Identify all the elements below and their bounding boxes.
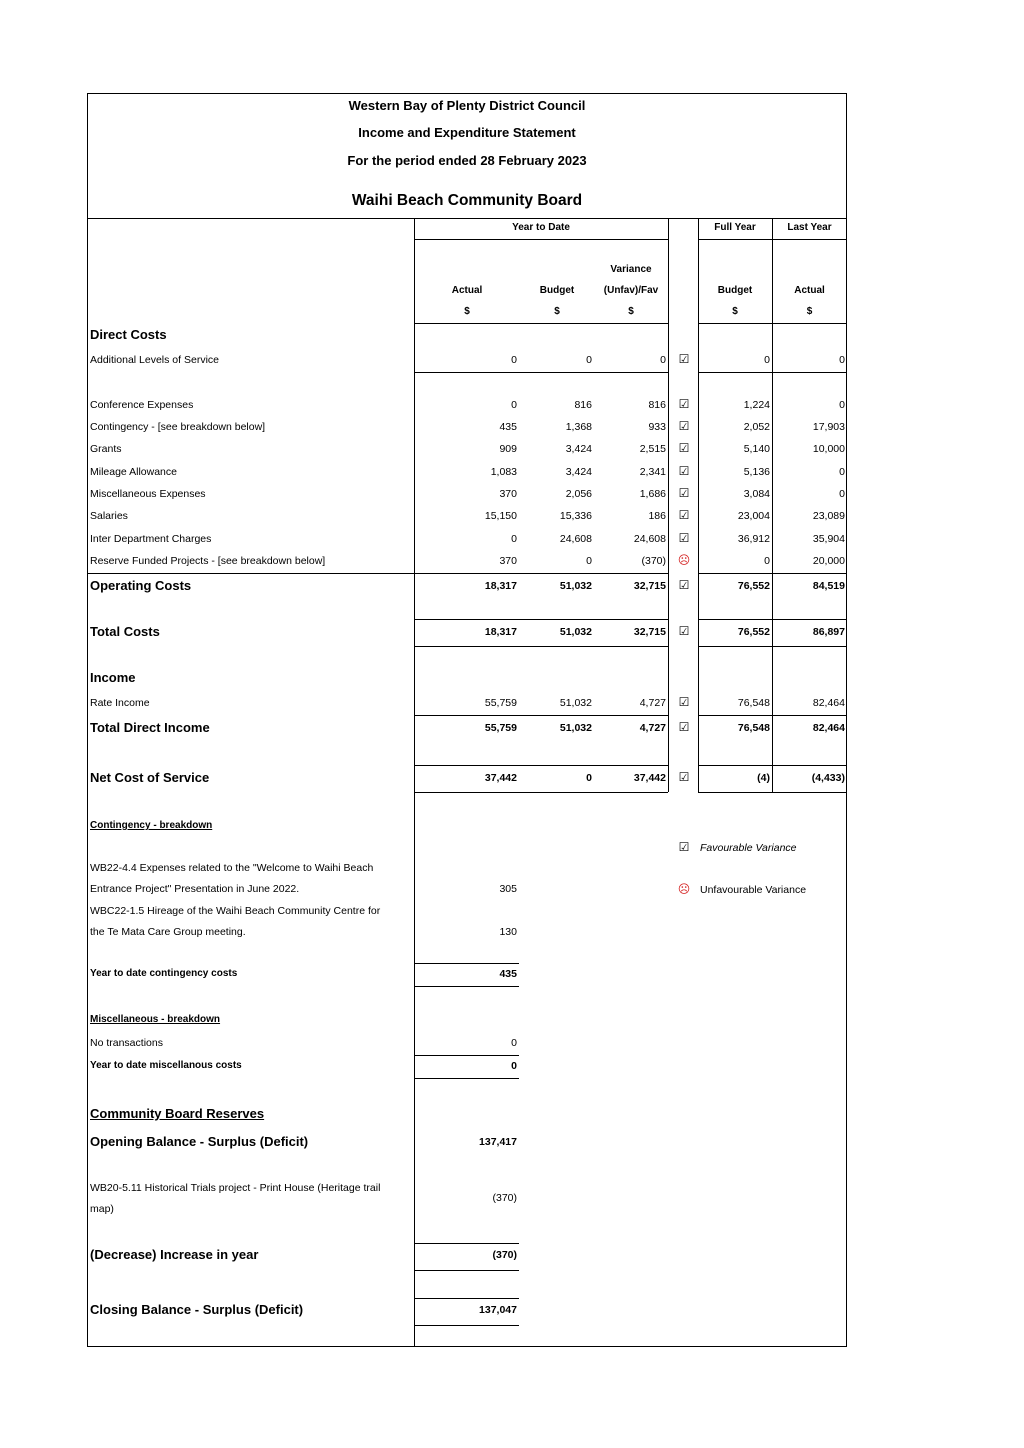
misc-item-label: No transactions bbox=[90, 1037, 163, 1049]
org-title: Western Bay of Plenty District Council bbox=[348, 98, 586, 113]
cell-ly-actual: 35,904 bbox=[812, 533, 845, 545]
col-variance-top: Variance bbox=[610, 264, 652, 275]
fy-line-als bbox=[698, 372, 847, 373]
row-label: Additional Levels of Service bbox=[90, 354, 219, 366]
favourable-variance-icon: ☑ bbox=[678, 486, 690, 500]
col-fy-budget: Budget bbox=[717, 285, 753, 296]
cell-variance: 933 bbox=[648, 421, 666, 433]
cell-ly-actual: 10,000 bbox=[812, 443, 845, 455]
favourable-variance-icon: ☑ bbox=[678, 531, 690, 545]
cell-actual: 55,759 bbox=[484, 697, 517, 709]
cell-actual: 15,150 bbox=[484, 510, 517, 522]
col-budget: Budget bbox=[539, 285, 575, 296]
total-costs-top-line bbox=[414, 619, 668, 620]
cell-fy-budget: 1,224 bbox=[743, 399, 770, 411]
contingency-total-label: Year to date contingency costs bbox=[90, 968, 238, 979]
row-label: Contingency - [see breakdown below] bbox=[90, 421, 266, 433]
reserves-change-top-line bbox=[414, 1243, 519, 1244]
contingency-total-bottom-line bbox=[414, 986, 519, 987]
cell-fy-budget: 36,912 bbox=[737, 533, 770, 545]
cell-ly-actual: 82,464 bbox=[812, 722, 845, 734]
reserves-closing-value: 137,047 bbox=[479, 1304, 517, 1316]
cell-budget: 51,032 bbox=[559, 697, 592, 709]
cell-actual: 18,317 bbox=[484, 626, 517, 638]
favourable-variance-icon: ☑ bbox=[678, 720, 690, 734]
cell-actual: 370 bbox=[499, 555, 517, 567]
row-label: Operating Costs bbox=[90, 578, 192, 593]
misc-total-bottom-line bbox=[414, 1078, 519, 1079]
cell-variance: 24,608 bbox=[633, 533, 666, 545]
cell-fy-budget: 5,140 bbox=[743, 443, 770, 455]
total-costs-bottom-line bbox=[414, 646, 668, 647]
currency-ly-actual: $ bbox=[806, 306, 813, 317]
cell-variance: (370) bbox=[641, 555, 666, 567]
cell-actual: 370 bbox=[499, 488, 517, 500]
cell-ly-actual: 0 bbox=[839, 466, 845, 478]
row-label: Mileage Allowance bbox=[90, 466, 177, 478]
cell-actual: 37,442 bbox=[484, 772, 517, 784]
period-title: For the period ended 28 February 2023 bbox=[347, 153, 587, 168]
row-label: Total Direct Income bbox=[90, 720, 210, 735]
board-title: Waihi Beach Community Board bbox=[351, 192, 583, 209]
favourable-variance-icon: ☑ bbox=[678, 352, 690, 366]
cell-actual: 435 bbox=[499, 421, 517, 433]
favourable-variance-icon: ☑ bbox=[678, 578, 690, 592]
statement-title: Income and Expenditure Statement bbox=[358, 125, 576, 140]
reserves-opening-label: Opening Balance - Surplus (Deficit) bbox=[90, 1134, 309, 1149]
cell-budget: 3,424 bbox=[565, 443, 592, 455]
cell-fy-budget: 76,548 bbox=[737, 697, 770, 709]
contingency-item1-line2: Entrance Project" Presentation in June 2022. bbox=[90, 883, 300, 895]
row-label: Inter Department Charges bbox=[90, 533, 212, 545]
cell-actual: 55,759 bbox=[484, 722, 517, 734]
total-costs-bottom-line-fy bbox=[698, 646, 847, 647]
favourable-variance-icon: ☑ bbox=[678, 695, 690, 709]
favourable-legend-label: Favourable Variance bbox=[700, 842, 797, 854]
cell-budget: 0 bbox=[586, 772, 592, 784]
misc-total-value: 0 bbox=[511, 1060, 517, 1072]
row-label: Conference Expenses bbox=[90, 399, 194, 411]
cell-actual: 18,317 bbox=[484, 580, 517, 592]
favourable-variance-icon: ☑ bbox=[678, 624, 690, 638]
col-full-year: Full Year bbox=[714, 222, 756, 233]
cell-fy-budget: 0 bbox=[764, 354, 770, 366]
cell-budget: 2,056 bbox=[565, 488, 592, 500]
row-label: Reserve Funded Projects - [see breakdown below] bbox=[90, 555, 326, 567]
cell-variance: 37,442 bbox=[633, 772, 666, 784]
cell-ly-actual: 0 bbox=[839, 488, 845, 500]
currency-fy-budget: $ bbox=[732, 306, 738, 317]
cell-ly-actual: 84,519 bbox=[812, 580, 845, 592]
reserves-title: Community Board Reserves bbox=[90, 1106, 265, 1121]
favourable-variance-icon: ☑ bbox=[678, 508, 690, 522]
col-last-year: Last Year bbox=[787, 222, 832, 233]
contingency-total-top-line bbox=[414, 963, 519, 964]
reserves-item-value: (370) bbox=[492, 1192, 517, 1204]
reserves-opening-value: 137,417 bbox=[479, 1136, 517, 1148]
contingency-item2-value: 130 bbox=[499, 926, 517, 938]
contingency-breakdown-title: Contingency - breakdown bbox=[90, 820, 213, 831]
currency-variance: $ bbox=[628, 306, 634, 317]
contingency-total-value: 435 bbox=[499, 968, 517, 980]
row-label: Miscellaneous Expenses bbox=[90, 488, 206, 500]
unfavourable-legend-icon: ☹ bbox=[677, 882, 691, 896]
total-costs-top-line-fy bbox=[698, 619, 847, 620]
cell-ly-actual: 17,903 bbox=[812, 421, 845, 433]
cell-fy-budget: 76,552 bbox=[737, 626, 770, 638]
contingency-item2-line1: WBC22-1.5 Hireage of the Waihi Beach Community Centre for bbox=[90, 905, 381, 917]
row-label: Rate Income bbox=[90, 697, 150, 709]
cell-budget: 0 bbox=[586, 555, 592, 567]
favourable-variance-icon: ☑ bbox=[678, 397, 690, 411]
cell-variance: 1,686 bbox=[639, 488, 666, 500]
reserves-item-line1: WB20-5.11 Historical Trials project - Print House (Heritage trail bbox=[90, 1182, 381, 1194]
ytd-line-als bbox=[414, 372, 668, 373]
section-income: Income bbox=[90, 670, 136, 685]
cell-actual: 0 bbox=[511, 354, 517, 366]
cell-fy-budget: 3,084 bbox=[743, 488, 770, 500]
currency-budget: $ bbox=[554, 306, 560, 317]
operating-top-line-fy bbox=[698, 573, 847, 574]
cell-variance: 2,341 bbox=[639, 466, 666, 478]
favourable-legend-icon: ☑ bbox=[678, 840, 690, 854]
reserves-item-line2: map) bbox=[90, 1203, 114, 1215]
ytd-column-header-bottom bbox=[414, 323, 668, 324]
favourable-variance-icon: ☑ bbox=[678, 419, 690, 433]
row-label: Grants bbox=[90, 443, 122, 455]
cell-variance: 32,715 bbox=[633, 626, 666, 638]
cell-fy-budget: 0 bbox=[764, 555, 770, 567]
cell-budget: 51,032 bbox=[559, 626, 592, 638]
row-label: Salaries bbox=[90, 510, 128, 522]
cell-fy-budget: 23,004 bbox=[737, 510, 770, 522]
cell-actual: 909 bbox=[499, 443, 517, 455]
reserves-closing-top-line bbox=[414, 1298, 519, 1299]
cell-ly-actual: 0 bbox=[839, 354, 845, 366]
cell-budget: 51,032 bbox=[559, 722, 592, 734]
cell-ly-actual: 23,089 bbox=[812, 510, 845, 522]
fy-subheader-line bbox=[698, 239, 847, 240]
ytd-right-divider bbox=[668, 218, 669, 792]
favourable-variance-icon: ☑ bbox=[678, 464, 690, 478]
section-direct-costs: Direct Costs bbox=[90, 327, 167, 342]
favourable-variance-icon: ☑ bbox=[678, 441, 690, 455]
net-cost-top-line bbox=[414, 765, 668, 766]
cell-variance: 4,727 bbox=[639, 697, 666, 709]
col-actual: Actual bbox=[451, 285, 483, 296]
cell-budget: 24,608 bbox=[559, 533, 592, 545]
cell-ly-actual: 82,464 bbox=[812, 697, 845, 709]
col-ly-actual: Actual bbox=[794, 285, 825, 296]
net-cost-top-line-fy bbox=[698, 765, 847, 766]
cell-budget: 816 bbox=[574, 399, 592, 411]
cell-fy-budget: 2,052 bbox=[743, 421, 770, 433]
cell-ly-actual: 20,000 bbox=[812, 555, 845, 567]
currency-actual: $ bbox=[464, 306, 470, 317]
cell-variance: 816 bbox=[648, 399, 666, 411]
fy-column-header-bottom bbox=[698, 323, 847, 324]
row-label: Total Costs bbox=[90, 624, 160, 639]
cell-ly-actual: (4,433) bbox=[811, 772, 845, 784]
reserves-change-label: (Decrease) Increase in year bbox=[90, 1247, 259, 1262]
col-year-to-date: Year to Date bbox=[512, 222, 570, 233]
net-cost-bottom-line bbox=[414, 792, 668, 793]
reserves-closing-label: Closing Balance - Surplus (Deficit) bbox=[90, 1302, 304, 1317]
cell-ly-actual: 0 bbox=[839, 399, 845, 411]
cell-actual: 0 bbox=[511, 533, 517, 545]
cell-fy-budget: (4) bbox=[757, 772, 770, 784]
row-label: Net Cost of Service bbox=[90, 770, 210, 785]
reserves-closing-bottom-line bbox=[414, 1325, 519, 1326]
reserves-change-bottom-line bbox=[414, 1270, 519, 1271]
cell-budget: 51,032 bbox=[559, 580, 592, 592]
total-income-top-line bbox=[414, 715, 668, 716]
cell-variance: 32,715 bbox=[633, 580, 666, 592]
cell-variance: 0 bbox=[660, 354, 666, 366]
cell-actual: 0 bbox=[511, 399, 517, 411]
contingency-item1-value: 305 bbox=[499, 883, 517, 895]
favourable-variance-icon: ☑ bbox=[678, 770, 690, 784]
label-column-divider bbox=[414, 218, 415, 1347]
misc-breakdown-title: Miscellaneous - breakdown bbox=[90, 1014, 221, 1025]
reserves-change-value: (370) bbox=[492, 1249, 517, 1261]
cell-ly-actual: 86,897 bbox=[812, 626, 845, 638]
misc-item-value: 0 bbox=[511, 1037, 517, 1049]
net-cost-bottom-line-fy bbox=[698, 792, 847, 793]
unfavourable-legend-label: Unfavourable Variance bbox=[700, 884, 807, 896]
cell-fy-budget: 76,548 bbox=[737, 722, 770, 734]
cell-budget: 3,424 bbox=[565, 466, 592, 478]
cell-variance: 4,727 bbox=[639, 722, 666, 734]
cell-budget: 1,368 bbox=[565, 421, 592, 433]
ytd-subheader-line bbox=[414, 239, 668, 240]
contingency-item2-line2: the Te Mata Care Group meeting. bbox=[90, 926, 246, 938]
unfavourable-variance-icon: ☹ bbox=[677, 553, 691, 567]
col-variance-bottom: (Unfav)/Fav bbox=[603, 285, 659, 296]
cell-variance: 186 bbox=[648, 510, 666, 522]
cell-variance: 2,515 bbox=[639, 443, 666, 455]
cell-fy-budget: 5,136 bbox=[743, 466, 770, 478]
operating-top-line bbox=[87, 573, 668, 574]
cell-budget: 0 bbox=[586, 354, 592, 366]
cell-actual: 1,083 bbox=[490, 466, 517, 478]
header-divider bbox=[87, 218, 847, 219]
cell-budget: 15,336 bbox=[559, 510, 592, 522]
misc-total-top-line bbox=[414, 1055, 519, 1056]
contingency-item1-line1: WB22-4.4 Expenses related to the "Welcome to Waihi Beach bbox=[90, 862, 374, 874]
cell-fy-budget: 76,552 bbox=[737, 580, 770, 592]
total-income-top-line-fy bbox=[698, 715, 847, 716]
misc-total-label: Year to date miscellanous costs bbox=[90, 1060, 242, 1071]
